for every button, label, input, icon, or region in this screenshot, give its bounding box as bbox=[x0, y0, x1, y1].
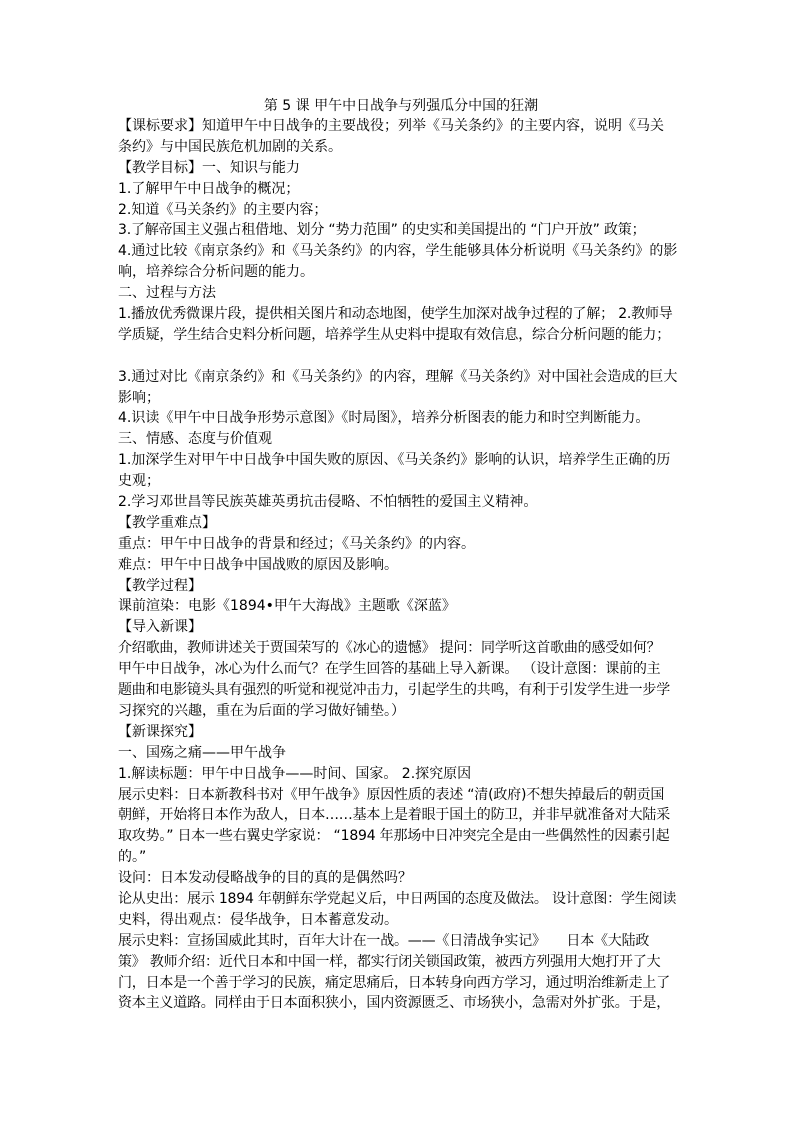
text-line: 介绍歌曲，教师讲述关于贾国荣写的《冰心的遗憾》 提问：同学听这首歌曲的感受如何？ bbox=[118, 640, 661, 657]
text-line: 朝鲜，开始将日本作为敌人，日本……基本上是着眼于国土的防卫，并非早就准备对大陆采 bbox=[118, 807, 670, 824]
text-line: 【新课探究】 bbox=[118, 723, 202, 740]
text-line: 设问：日本发动侵略战争的目的真的是偶然吗？ bbox=[118, 870, 412, 887]
text-line: 条约》与中国民族危机加剧的关系。 bbox=[118, 138, 342, 155]
text-line: 1.加深学生对甲午中日战争中国失败的原因、《马关条约》影响的认识，培养学生正确的历 bbox=[118, 452, 671, 469]
text-line: 【教学重难点】 bbox=[118, 514, 216, 531]
text-line: 学质疑，学生结合史料分析问题，培养学生从史料中提取有效信息，综合分析问题的能力； bbox=[118, 326, 670, 343]
text-line: 1.解读标题：甲午中日战争——时间、国家。 2.探究原因 bbox=[118, 765, 472, 782]
text-line: 二、过程与方法 bbox=[118, 285, 216, 302]
text-line: 【教学过程】 bbox=[118, 577, 202, 594]
text-line: 三、情感、态度与价值观 bbox=[118, 431, 272, 448]
text-line: 4.识读《甲午中日战争形势示意图》《时局图》，培养分析图表的能力和时空判断能力。 bbox=[118, 410, 650, 427]
text-line: 响，培养综合分析问题的能力。 bbox=[118, 264, 314, 281]
text-line: 重点：甲午中日战争的背景和经过；《马关条约》的内容。 bbox=[118, 535, 475, 552]
text-line: 史料，得出观点：侵华战争，日本蓄意发动。 bbox=[118, 911, 398, 928]
text-line: 甲午中日战争，冰心为什么而气？在学生回答的基础上导入新课。 （设计意图：课前的主 bbox=[118, 661, 661, 678]
lesson-title: 第 5 课 甲午中日战争与列强瓜分中国的狂潮 bbox=[263, 98, 539, 114]
text-line: 【课标要求】知道甲午中日战争的主要战役；列举《马关条约》的主要内容，说明《马关 bbox=[118, 118, 664, 134]
text-line: 2.知道《马关条约》的主要内容； bbox=[118, 201, 328, 218]
text-line: 【教学目标】一、知识与能力 bbox=[118, 159, 300, 176]
text-line: 资本主义道路。同样由于日本面积狭小，国内资源匮乏、市场狭小，急需对外扩张。于是， bbox=[118, 995, 670, 1012]
text-line: 难点：甲午中日战争中国战败的原因及影响。 bbox=[118, 556, 398, 573]
text-line: 的。” bbox=[118, 849, 147, 866]
text-line: 1.播放优秀微课片段，提供相关图片和动态地图，使学生加深对战争过程的了解； 2.教师导 bbox=[118, 306, 673, 323]
text-line: 习探究的兴趣，重在为后面的学习做好铺垫。） bbox=[118, 702, 405, 719]
text-line: 【导入新课】 bbox=[118, 619, 202, 636]
text-line: 门，日本是一个善于学习的民族，痛定思痛后，日本转身向西方学习，通过明治维新走上了 bbox=[118, 974, 670, 991]
text-line: 1.了解甲午中日战争的概况； bbox=[118, 180, 300, 197]
text-line: 取攻势。” 日本一些右翼史学家说： “1894 年那场中日冲突完全是由一些偶然性的因素引起 bbox=[118, 828, 670, 845]
text-line: 影响； bbox=[118, 389, 160, 406]
text-line: 3.了解帝国主义强占租借地、划分 “势力范围” 的史实和美国提出的 “门户开放” 政策； bbox=[118, 222, 646, 239]
text-line: 策》 教师介绍：近代日本和中国一样，都实行闭关锁国政策，被西方列强用大炮打开了大 bbox=[118, 953, 661, 970]
text-line: 课前渲染：电影《1894•甲午大海战》主题歌《深蓝》 bbox=[118, 598, 456, 615]
text-line: 展示史料：宣扬国威此其时，百年大计在一战。——《日清战争实记》 日本《大陆政 bbox=[118, 932, 650, 949]
text-line: 史观； bbox=[118, 473, 160, 490]
text-line: 3.通过对比《南京条约》和《马关条约》的内容，理解《马关条约》对中国社会造成的巨大 bbox=[118, 368, 678, 385]
text-line: 一、国殇之痛——甲午战争 bbox=[118, 744, 286, 761]
text-line: 展示史料：日本新教科书对《甲午战争》原因性质的表述 “清(政府)不想失掉最后的朝贡国 bbox=[118, 786, 665, 803]
text-line: 4.通过比较《南京条约》和《马关条约》的内容，学生能够具体分析说明《马关条约》的影 bbox=[118, 243, 678, 260]
blank-line bbox=[118, 346, 684, 367]
text-line: 论从史出：展示 1894 年朝鲜东学党起义后，中日两国的态度及做法。 设计意图：学生阅读 bbox=[118, 890, 677, 907]
text-line: 题曲和电影镜头具有强烈的听觉和视觉冲击力，引起学生的共鸣，有利于引发学生进一步学 bbox=[118, 682, 670, 699]
document-page bbox=[118, 96, 684, 1014]
text-line: 2.学习邓世昌等民族英雄英勇抗击侵略、不怕牺牲的爱国主义精神。 bbox=[118, 494, 538, 511]
